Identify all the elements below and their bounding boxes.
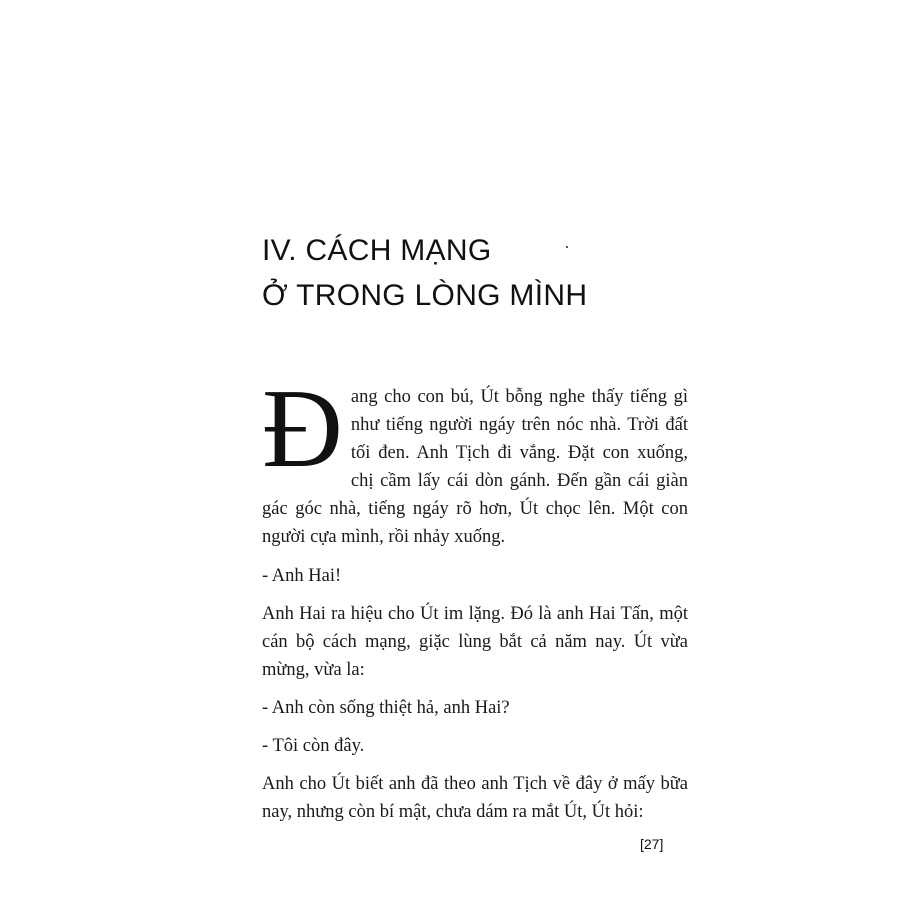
opening-paragraph-text: ang cho con bú, Út bỗng nghe thấy tiếng gì như tiếng người ngáy trên nóc nhà. Trời đất tối đen. Anh Tịch đi vắng. Đặt con xuống, chị cầm lấy cái dòn gánh. Đến gần cái giàn gác góc nhà, tiếng ngáy rõ hơn, Út chọc lên. Một con người cựa mình, rồi nhảy xuống. — [262, 387, 688, 547]
chapter-body — [262, 367, 688, 836]
paragraph-anh-cho-ut-biet: Anh cho Út biết anh đã theo anh Tịch về đây ở mấy bữa nay, nhưng còn bí mật, chưa dám ra mắt Út, Út hỏi: — [262, 774, 688, 822]
chapter-title — [262, 228, 587, 318]
chapter-title-line-1: IV. CÁCH MẠNG — [262, 234, 492, 267]
chapter-title-line-2: Ở TRONG LÒNG MÌNH — [262, 279, 588, 312]
dialogue-line-toi-con-day: - Tôi còn đây. — [262, 736, 365, 756]
dialogue-line-anh-hai: - Anh Hai! — [262, 566, 342, 586]
paragraph-anh-hai-tan: Anh Hai ra hiệu cho Út im lặng. Đó là anh Hai Tấn, một cán bộ cách mạng, giặc lùng bắt cả năm nay. Út vừa mừng, vừa la: — [262, 604, 688, 680]
drop-cap: Đ — [262, 367, 343, 491]
page-number: [27] — [640, 836, 664, 852]
dialogue-line-con-song: - Anh còn sống thiệt hả, anh Hai? — [262, 698, 510, 718]
opening-paragraph — [262, 367, 688, 551]
